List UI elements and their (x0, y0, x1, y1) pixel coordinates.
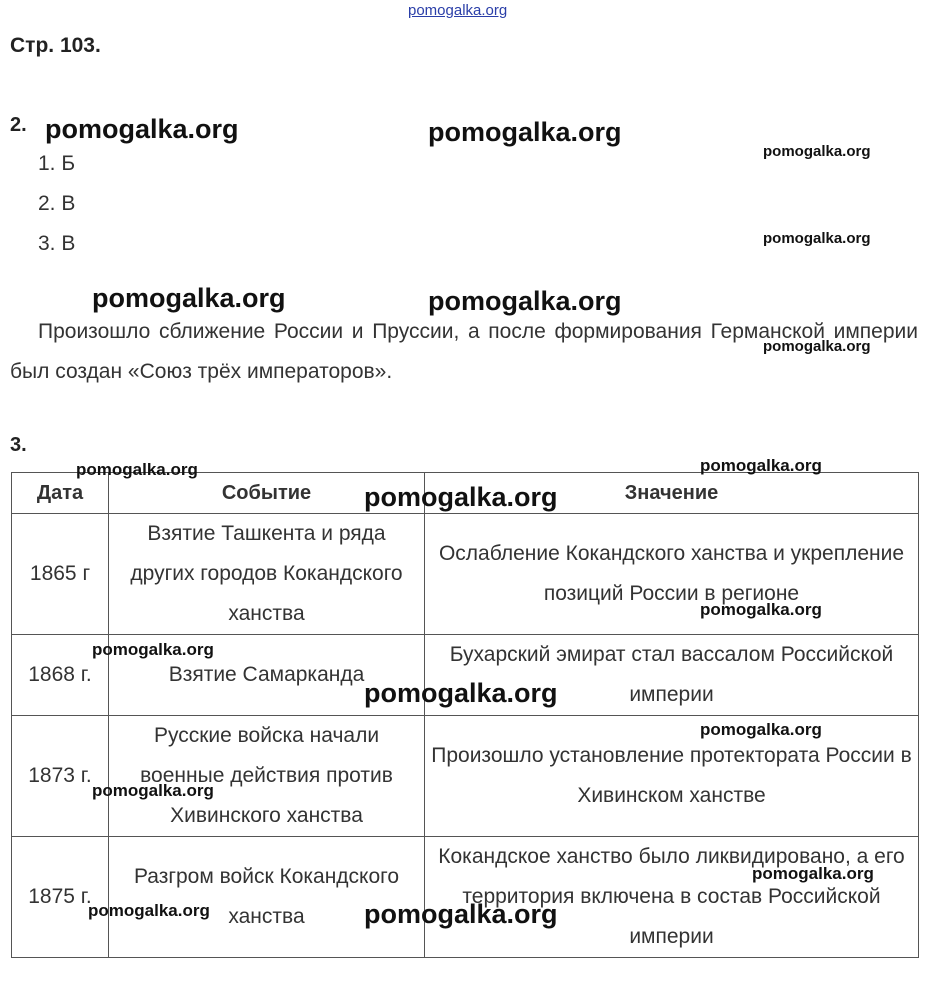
answer-3: 3. В (38, 232, 76, 255)
watermark: pomogalka.org (92, 781, 214, 800)
watermark: pomogalka.org (364, 482, 558, 512)
watermark: pomogalka.org (763, 143, 871, 160)
row-date: 1868 г. (12, 635, 109, 716)
header-date: Дата (12, 473, 109, 514)
watermark: pomogalka.org (763, 338, 871, 355)
row-date: 1873 г. (12, 716, 109, 837)
row-meaning: Кокандское ханство было ликвидировано, а его территория включена в состав Российской империи (425, 837, 919, 958)
events-table (11, 472, 919, 958)
task-2-number: 2. (10, 114, 27, 136)
row-event: Русские войска начали военные действия против Хивинского ханства (109, 716, 425, 837)
row-meaning: Бухарский эмират стал вассалом Российской империи (425, 635, 919, 716)
header-event: Событие (109, 473, 425, 514)
row-event: Разгром войск Кокандского ханства (109, 837, 425, 958)
watermark: pomogalka.org (700, 456, 822, 475)
task-3-number: 3. (10, 434, 27, 456)
header-meaning: Значение (425, 473, 919, 514)
watermark: pomogalka.org (92, 640, 214, 659)
watermark: pomogalka.org (700, 600, 822, 619)
watermark: pomogalka.org (92, 283, 286, 313)
watermark: pomogalka.org (700, 720, 822, 739)
watermark: pomogalka.org (763, 230, 871, 247)
row-meaning: Ослабление Кокандского ханства и укрепление позиций России в регионе (425, 514, 919, 635)
watermark: pomogalka.org (45, 114, 239, 144)
row-date: 1865 г (12, 514, 109, 635)
row-meaning: Произошло установление протектората России в Хивинском ханстве (425, 716, 919, 837)
watermark: pomogalka.org (364, 899, 558, 929)
watermark: pomogalka.org (428, 117, 622, 147)
site-link[interactable]: pomogalka.org (408, 2, 508, 19)
watermark: pomogalka.org (428, 286, 622, 316)
row-event: Взятие Ташкента и ряда других городов Кокандского ханства (109, 514, 425, 635)
page-title: Стр. 103. (10, 34, 101, 57)
watermark: pomogalka.org (88, 901, 210, 920)
watermark: pomogalka.org (364, 678, 558, 708)
row-event: Взятие Самарканда (109, 635, 425, 716)
answer-paragraph-text: Произошло сближение России и Пруссии, а после формирования Германской империи был создан «Союз трёх императоров». (10, 320, 918, 383)
table-row (12, 837, 919, 958)
watermark: pomogalka.org (752, 864, 874, 883)
answer-1: 1. Б (38, 152, 76, 175)
answer-2: 2. В (38, 192, 76, 215)
watermark: pomogalka.org (76, 460, 198, 479)
row-date: 1875 г. (12, 837, 109, 958)
